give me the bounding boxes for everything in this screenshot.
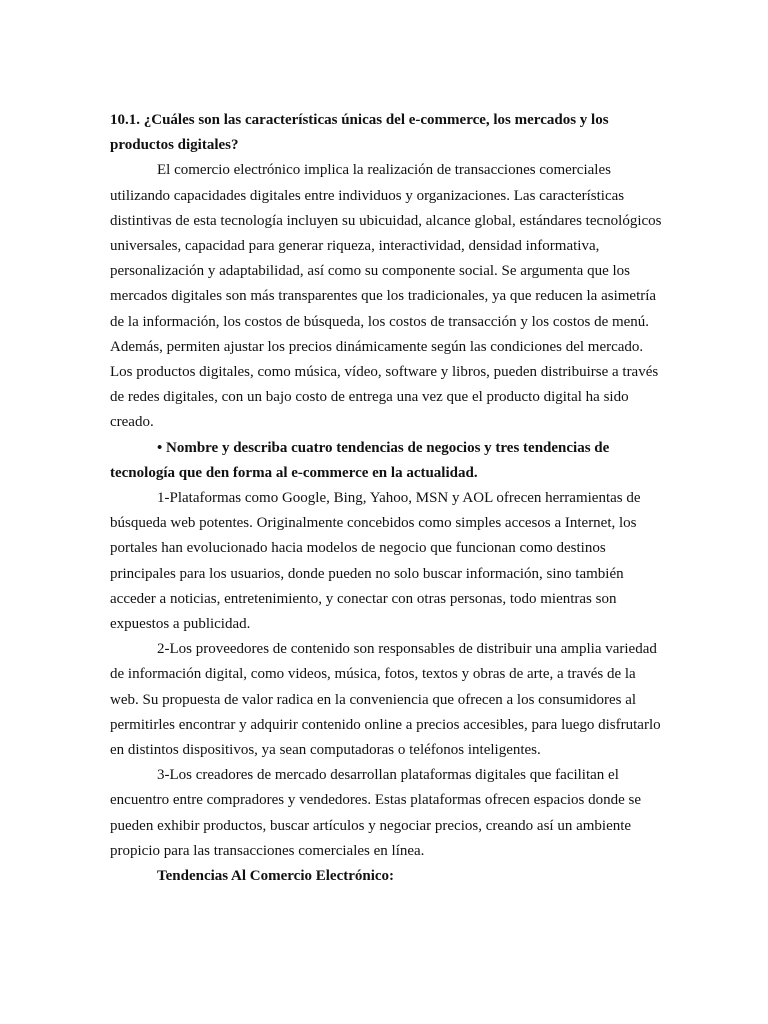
list-item-market-creators: 3-Los creadores de mercado desarrollan plataformas digitales que facilitan el encuentro entre compradores y vendedores. Estas plataformas ofrecen espacios donde se pueden exhibir productos, buscar artículos y negociar precios, creando así un ambiente propicio para las transacciones comerciales en línea.	[110, 767, 642, 859]
intro-paragraph: El comercio electrónico implica la realización de transacciones comerciales utilizando capacidades digitales entre individuos y organizaciones. Las características distintivas de esta tecnología incluyen su ubicuidad, alcance global, estándares tecnológicos universales, capacidad para generar riqueza, interactividad, densidad informativa, personalización y adaptabilidad, así como su componente social. Se argumenta que los mercados digitales son más transparentes que los tradicionales, ya que reducen la asimetría de la información, los costos de búsqueda, los costos de transacción y los costos de menú. Además, permiten ajustar los precios dinámicamente según las condiciones del mercado. Los productos digitales, como música, vídeo, software y libros, pueden distribuirse a través de redes digitales, con un bajo costo de entrega una vez que el producto digital ha sido creado.	[110, 162, 662, 431]
question-heading: 10.1. ¿Cuáles son las características únicas del e-commerce, los mercados y los productos digitales?	[110, 112, 609, 154]
list-item-content-providers: 2-Los proveedores de contenido son responsables de distribuir una amplia variedad de información digital, como videos, música, fotos, textos y obras de arte, a través de la web. Su propuesta de valor radica en la conveniencia que ofrecen a los consumidores al permitirles encontrar y adquirir contenido online a precios accesibles, para luego disfrutarlo en distintos dispositivos, ya sean computadoras o teléfonos inteligentes.	[110, 641, 661, 759]
section-title: Tendencias Al Comercio Electrónico:	[157, 868, 395, 885]
trends-question: • Nombre y describa cuatro tendencias de negocios y tres tendencias de tecnología que den forma al e-commerce en la actualidad.	[110, 439, 610, 481]
document-body	[110, 108, 662, 889]
list-item-portals: 1-Plataformas como Google, Bing, Yahoo, MSN y AOL ofrecen herramientas de búsqueda web potentes. Originalmente concebidos como simples accesos a Internet, los portales han evolucionado hacia modelos de negocio que funcionan como destinos principales para los usuarios, donde pueden no solo buscar información, sino también acceder a noticias, entretenimiento, y conectar con otras personas, todo mientras son expuestos a publicidad.	[110, 490, 641, 633]
